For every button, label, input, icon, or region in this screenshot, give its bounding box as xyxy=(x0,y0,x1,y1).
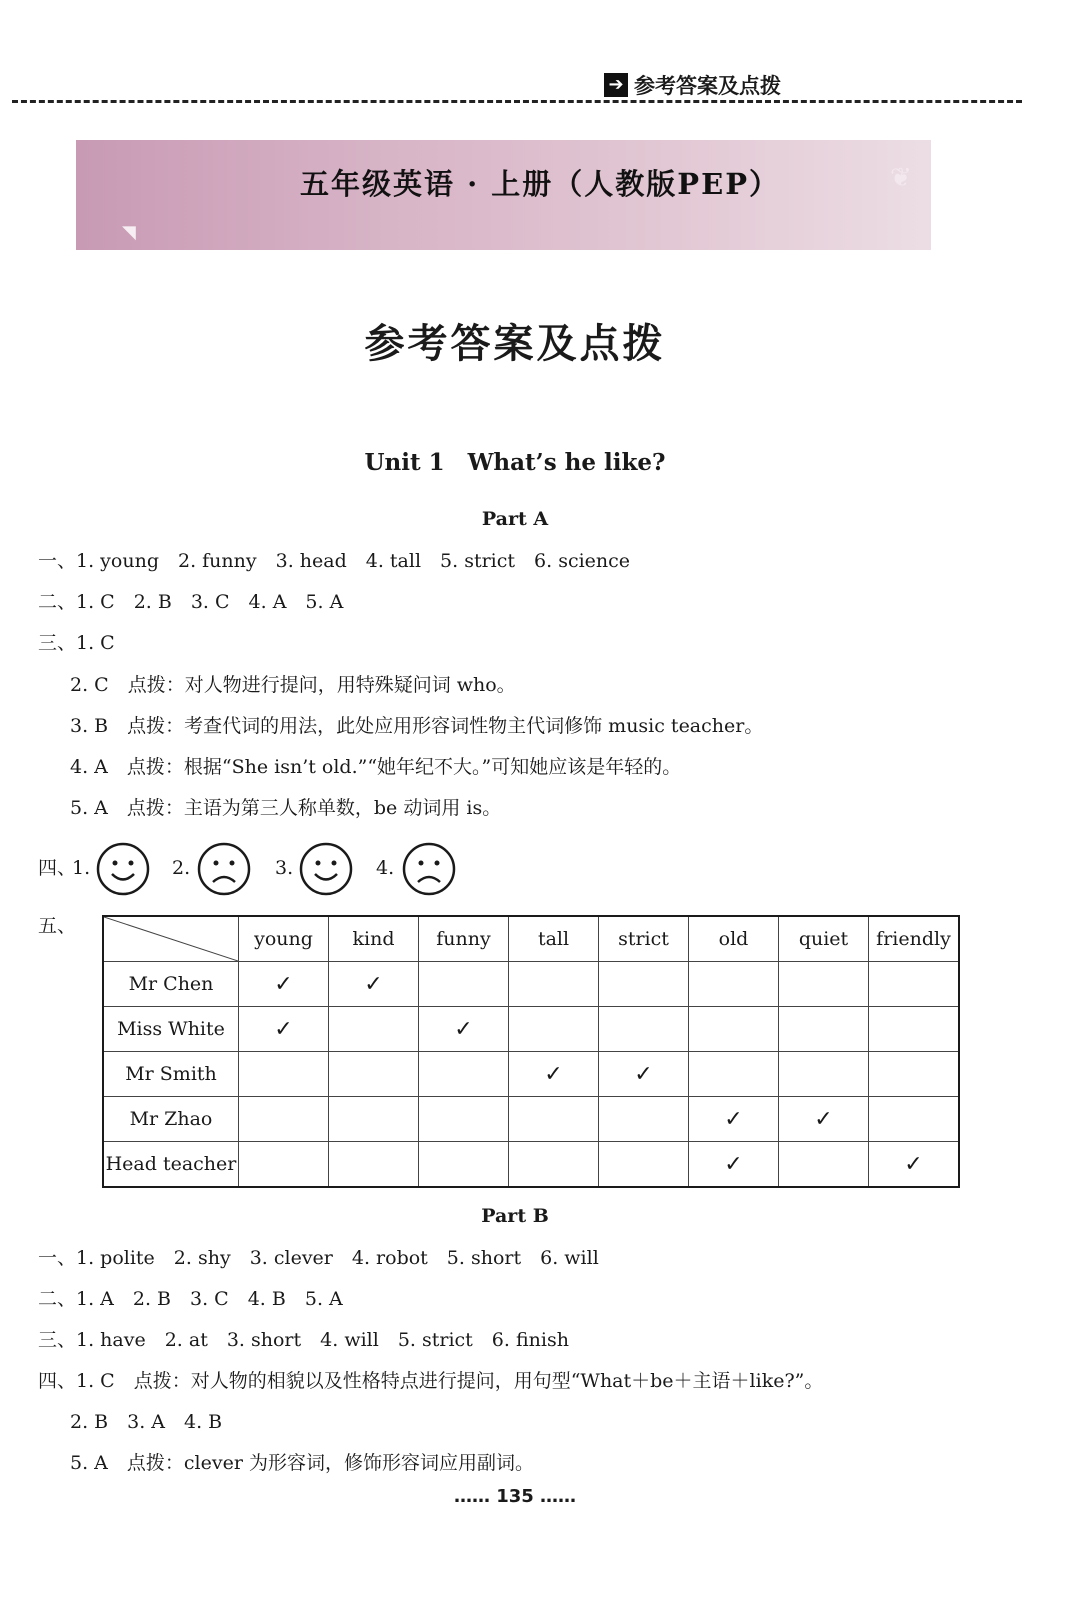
check-cell xyxy=(779,962,869,1007)
check-cell: ✓ xyxy=(599,1052,689,1097)
column-header: quiet xyxy=(779,916,869,962)
check-cell xyxy=(509,1142,599,1188)
check-cell: ✓ xyxy=(689,1097,779,1142)
answer-line: 5. A 点拨：主语为第三人称单数，be 动词用 is。 xyxy=(70,797,502,819)
table-row xyxy=(103,1052,959,1097)
check-cell: ✓ xyxy=(509,1052,599,1097)
face-number: 1. xyxy=(72,857,91,879)
sad-face-icon xyxy=(402,842,456,896)
diagonal-line xyxy=(104,917,238,961)
check-cell xyxy=(239,1052,329,1097)
check-cell xyxy=(689,962,779,1007)
column-header: funny xyxy=(419,916,509,962)
table-header-row xyxy=(103,916,959,962)
check-cell xyxy=(779,1142,869,1188)
header-divider xyxy=(12,100,1022,103)
check-cell xyxy=(689,1052,779,1097)
sad-face-icon xyxy=(197,842,251,896)
check-cell xyxy=(329,1007,419,1052)
check-cell xyxy=(329,1052,419,1097)
check-cell xyxy=(599,1142,689,1188)
check-cell xyxy=(419,1097,509,1142)
faces-label: 四、 xyxy=(38,857,77,879)
check-cell: ✓ xyxy=(239,1007,329,1052)
answer-line: 一、1. polite 2. shy 3. clever 4. robot 5. short 6. will xyxy=(38,1247,599,1269)
check-cell xyxy=(779,1007,869,1052)
column-header: kind xyxy=(329,916,419,962)
answer-line: 5. A 点拨：clever 为形容词，修饰形容词应用副词。 xyxy=(70,1452,534,1474)
page-title: 参考答案及点拨 xyxy=(364,320,666,367)
answer-line: 2. B 3. A 4. B xyxy=(70,1411,223,1433)
check-cell xyxy=(869,962,960,1007)
row-name: Mr Smith xyxy=(103,1052,239,1097)
check-cell xyxy=(419,962,509,1007)
part-b-title: Part B xyxy=(481,1205,549,1227)
check-cell xyxy=(869,1097,960,1142)
butterfly-icon: ❦ xyxy=(890,163,912,193)
check-cell xyxy=(689,1007,779,1052)
check-cell: ✓ xyxy=(689,1142,779,1188)
check-cell xyxy=(419,1052,509,1097)
face-number: 3. xyxy=(275,857,294,879)
check-cell xyxy=(779,1052,869,1097)
check-cell xyxy=(239,1142,329,1188)
answer-line: 二、1. A 2. B 3. C 4. B 5. A xyxy=(38,1288,343,1310)
part-a-title: Part A xyxy=(481,508,549,530)
header-tag xyxy=(604,70,781,100)
answer-line: 4. A 点拨：根据“She isn’t old.”“她年纪不大。”可知她应该是年轻的。 xyxy=(70,756,682,778)
check-cell xyxy=(599,1097,689,1142)
banner-title: 五年级英语 · 上册（人教版PEP） xyxy=(300,167,781,201)
banner-decoration-icon: ◥ xyxy=(122,222,136,243)
check-cell: ✓ xyxy=(329,962,419,1007)
table-label: 五、 xyxy=(38,915,77,937)
column-header: young xyxy=(239,916,329,962)
header-tag-text: 参考答案及点拨 xyxy=(634,74,781,98)
check-cell: ✓ xyxy=(869,1142,960,1188)
column-header: old xyxy=(689,916,779,962)
row-name: Head teacher xyxy=(103,1142,239,1188)
face-number: 2. xyxy=(172,857,191,879)
check-cell xyxy=(329,1097,419,1142)
unit-title: Unit 1 What’s he like? xyxy=(364,449,666,476)
diagonal-header-cell xyxy=(103,916,239,962)
answer-line: 一、1. young 2. funny 3. head 4. tall 5. strict 6. science xyxy=(38,550,631,572)
adjective-table xyxy=(102,915,960,1188)
column-header: friendly xyxy=(869,916,960,962)
check-cell xyxy=(869,1052,960,1097)
table-row xyxy=(103,1142,959,1188)
check-cell xyxy=(599,962,689,1007)
answer-line: 3. B 点拨：考查代词的用法，此处应用形容词性物主代词修饰 music teacher。 xyxy=(70,715,764,737)
face-number: 4. xyxy=(376,857,395,879)
answer-line: 四、1. C 点拨：对人物的相貌以及性格特点进行提问，用句型“What＋be＋主语＋like?”。 xyxy=(38,1370,824,1392)
row-name: Mr Zhao xyxy=(103,1097,239,1142)
arrow-right-icon: ➔ xyxy=(604,73,628,97)
row-name: Mr Chen xyxy=(103,962,239,1007)
check-cell: ✓ xyxy=(239,962,329,1007)
check-cell xyxy=(329,1142,419,1188)
answer-line: 2. C 点拨：对人物进行提问，用特殊疑问词 who。 xyxy=(70,674,516,696)
smile-face-icon xyxy=(96,842,150,896)
answer-line: 三、1. C xyxy=(38,632,115,654)
answer-line: 三、1. have 2. at 3. short 4. will 5. strict 6. finish xyxy=(38,1329,569,1351)
answer-line: 二、1. C 2. B 3. C 4. A 5. A xyxy=(38,591,344,613)
table-row xyxy=(103,1097,959,1142)
check-cell xyxy=(419,1142,509,1188)
table-row xyxy=(103,962,959,1007)
check-cell xyxy=(509,962,599,1007)
column-header: strict xyxy=(599,916,689,962)
check-cell xyxy=(509,1097,599,1142)
smile-face-icon xyxy=(299,842,353,896)
page-number: …… 135 …… xyxy=(453,1486,577,1507)
check-cell xyxy=(509,1007,599,1052)
check-cell xyxy=(599,1007,689,1052)
table-row xyxy=(103,1007,959,1052)
check-cell xyxy=(239,1097,329,1142)
column-header: tall xyxy=(509,916,599,962)
check-cell: ✓ xyxy=(779,1097,869,1142)
row-name: Miss White xyxy=(103,1007,239,1052)
check-cell: ✓ xyxy=(419,1007,509,1052)
check-cell xyxy=(869,1007,960,1052)
